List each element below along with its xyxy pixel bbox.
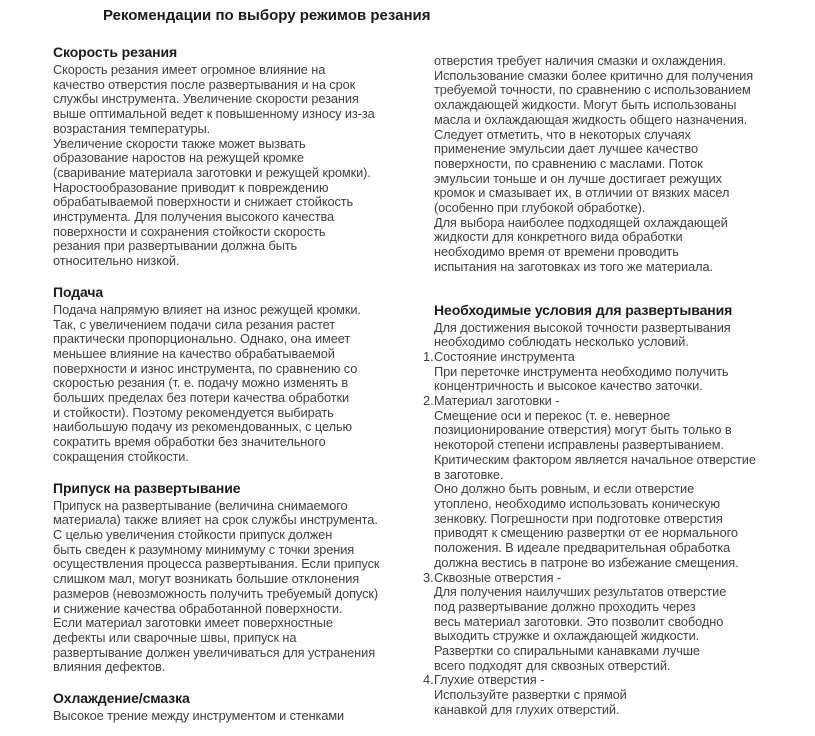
text-line: и стойкости). Поэтому рекомендуется выбирать: [53, 404, 334, 420]
text-line: С целью увеличения стойкости припуск должен: [53, 526, 333, 542]
text-line: больших пределах без потери качества обработки: [53, 390, 350, 406]
text-line: развертывание должен увеличиваться для устранения: [53, 644, 376, 660]
item-number: 1.: [423, 348, 434, 364]
page-title: Рекомендации по выбору режимов резания: [103, 7, 431, 24]
text-section: [423, 301, 815, 718]
text-columns: [53, 44, 815, 724]
text-line: Высокое трение между инструментом и стенками: [53, 708, 345, 724]
text-line: Состояние инструмента: [434, 348, 575, 364]
text-line: Для выбора наиболее подходящей охлаждающей: [434, 214, 728, 230]
text-section: [53, 690, 434, 724]
text-line: должна вестись в патроне во избежание смещения.: [434, 554, 739, 570]
text-line: в заготовке.: [434, 466, 504, 482]
text-line: концентричность и высокое качество заточки.: [434, 378, 703, 394]
text-line: практически пропорционально. Однако, она имеет: [53, 331, 351, 347]
text-line: сократить время обработки без значительного: [53, 434, 326, 450]
text-line: инструмента. Для получения высокого качества: [53, 209, 335, 225]
numbered-item: [423, 569, 815, 674]
text-section: [53, 44, 434, 269]
text-line: возрастания температуры.: [53, 120, 211, 136]
text-line: кромок и смазывает их, в отличии от вязких масел: [434, 185, 730, 201]
text-line: необходимо время от времени проводить: [434, 244, 679, 260]
text-line: Использование смазки более критично для получения: [434, 67, 754, 83]
text-line: Оно должно быть ровным, и если отверстие: [434, 481, 695, 497]
text-line: Материал заготовки -: [434, 393, 560, 409]
text-line: осуществления процесса развертывания. Если припуск: [53, 556, 380, 572]
section-heading: Скорость резания: [53, 44, 178, 60]
text-line: Скорость резания имеет огромное влияние на: [53, 62, 326, 77]
text-line: всего подходят для сквозных отверстий.: [434, 657, 671, 673]
text-line: образование наростов на режущей кромке: [53, 150, 304, 166]
text-line: Подача напрямую влияет на износ режущей кромки.: [53, 301, 361, 317]
item-number: 4.: [423, 672, 434, 688]
text-line: положения. В идеале предварительная обработка: [434, 540, 731, 556]
section-heading: Подача: [53, 283, 104, 300]
text-line: охлаждающей жидкости. Могут быть использованы: [434, 97, 737, 113]
text-line: эмульсии тоньше и он лучше достигает режущих: [434, 170, 722, 186]
item-text: [434, 571, 815, 674]
text-line: скоростью резания (т. е. подачу можно изменять в: [53, 375, 349, 391]
text-line: выходить стружке и охлаждающей жидкости.: [434, 628, 700, 644]
text-line: Следует отметить, что в некоторых случаях: [434, 126, 691, 142]
text-line: Глухие отверстия -: [434, 672, 545, 688]
text-line: под развертывание должно проходить через: [434, 598, 696, 614]
text-line: требуемой точности, по сравнению с использованием: [434, 82, 751, 98]
numbered-item: [423, 348, 815, 394]
text-line: необходимо соблюдать несколько условий.: [434, 334, 689, 350]
text-line: Увеличение скорости также может вызвать: [53, 135, 306, 151]
item-number: 2.: [423, 393, 434, 409]
text-line: Используйте развертки с прямой: [434, 687, 627, 703]
text-line: приводят к смещению развертки от ее нормального: [434, 525, 738, 541]
text-line: поверхности, по сравнению с маслами. Поток: [434, 155, 703, 171]
left-column: [53, 44, 434, 724]
text-line: Если материал заготовки имеет поверхностные: [53, 615, 333, 631]
text-line: применение эмульсии дает лучшее качество: [434, 141, 698, 157]
text-line: относительно низкой.: [53, 253, 180, 269]
text-line: меньшее влияние на качество обрабатываемой: [53, 345, 335, 361]
text-line: (сваривание материала заготовки и режущей кромки).: [53, 164, 371, 180]
text-line: некоторой степени исправлены развертыванием.: [434, 437, 724, 453]
section-heading: Припуск на развертывание: [53, 479, 241, 496]
numbered-item: [423, 393, 815, 570]
text-line: и снижение качества обработанной поверхности.: [53, 600, 343, 616]
item-text: [434, 673, 815, 717]
text-line: При переточке инструмента необходимо получить: [434, 363, 729, 379]
text-line: канавкой для глухих отверстий.: [434, 701, 620, 717]
text-line: Смещение оси и перекос (т. е. неверное: [434, 407, 671, 423]
item-number: 3.: [423, 569, 434, 585]
text-line: зенковку. Погрешности при подготовке отверстия: [434, 510, 723, 526]
item-text: [434, 394, 815, 570]
text-line: жидкости для конкретного вида обработки: [434, 229, 683, 245]
text-line: Для получения наилучших результатов отверстие: [434, 584, 727, 600]
text-line: (особенно при глубокой обработке).: [434, 200, 646, 216]
right-column: [423, 44, 815, 718]
text-line: Припуск на развертывание (величина снимаемого: [53, 497, 348, 513]
text-line: материала) также влияет на срок службы инструмента.: [53, 512, 378, 528]
text-line: резания при развертывании должна быть: [53, 238, 298, 254]
text-line: выше оптимальной ведет к повышенному износу из-за: [53, 106, 375, 122]
text-line: Развертки со спиральными канавками лучше: [434, 643, 700, 659]
text-line: Сквозные отверстия -: [434, 569, 562, 585]
text-line: испытания на заготовках из того же материала.: [434, 258, 713, 274]
text-line: обрабатываемой поверхности и снижает стойкость: [53, 194, 354, 210]
text-line: слишком мал, могут возникать большие отклонения: [53, 571, 360, 587]
item-text: [434, 350, 815, 394]
section-heading: Необходимые условия для развертывания: [434, 301, 733, 318]
text-line: Критическим фактором является начальное отверстие: [434, 451, 756, 467]
text-line: масла и охлаждающая жидкость общего назначения.: [434, 111, 748, 127]
text-line: утоплено, необходимо использовать коническую: [434, 495, 720, 511]
text-line: поверхности и сохранения стойкости скорость: [53, 223, 326, 239]
text-block: [434, 54, 815, 275]
numbered-item: [423, 672, 815, 717]
text-line: отверстия требует наличия смазки и охлаждения.: [434, 53, 727, 68]
text-section: [53, 284, 434, 465]
text-line: наибольшую подачу из рекомендованных, с целью: [53, 419, 353, 435]
text-line: службы инструмента. Увеличение скорости резания: [53, 91, 359, 107]
section-heading: Охлаждение/смазка: [53, 690, 190, 707]
text-line: поверхности и износ инструмента, по сравнению со: [53, 360, 358, 376]
text-line: Наростообразование приводит к повреждению: [53, 179, 329, 195]
text-line: быть сведен к разумному минимуму с точки зрения: [53, 541, 355, 557]
text-section: [53, 480, 434, 675]
text-line: дефекты или сварочные швы, припуск на: [53, 629, 297, 645]
text-line: весь материал заготовки. Это позволит свободно: [434, 613, 724, 629]
text-line: влияния дефектов.: [53, 659, 166, 675]
text-line: сокращения стойкости.: [53, 448, 189, 464]
text-line: Так, с увеличением подачи сила резания растет: [53, 316, 336, 332]
text-line: качество отверстия после развертывания и на срок: [53, 76, 356, 92]
text-line: позиционирование отверстия) могут быть только в: [434, 422, 732, 438]
text-line: Для достижения высокой точности развертывания: [434, 319, 731, 335]
text-line: размеров (невозможность получить требуемый допуск): [53, 585, 379, 601]
